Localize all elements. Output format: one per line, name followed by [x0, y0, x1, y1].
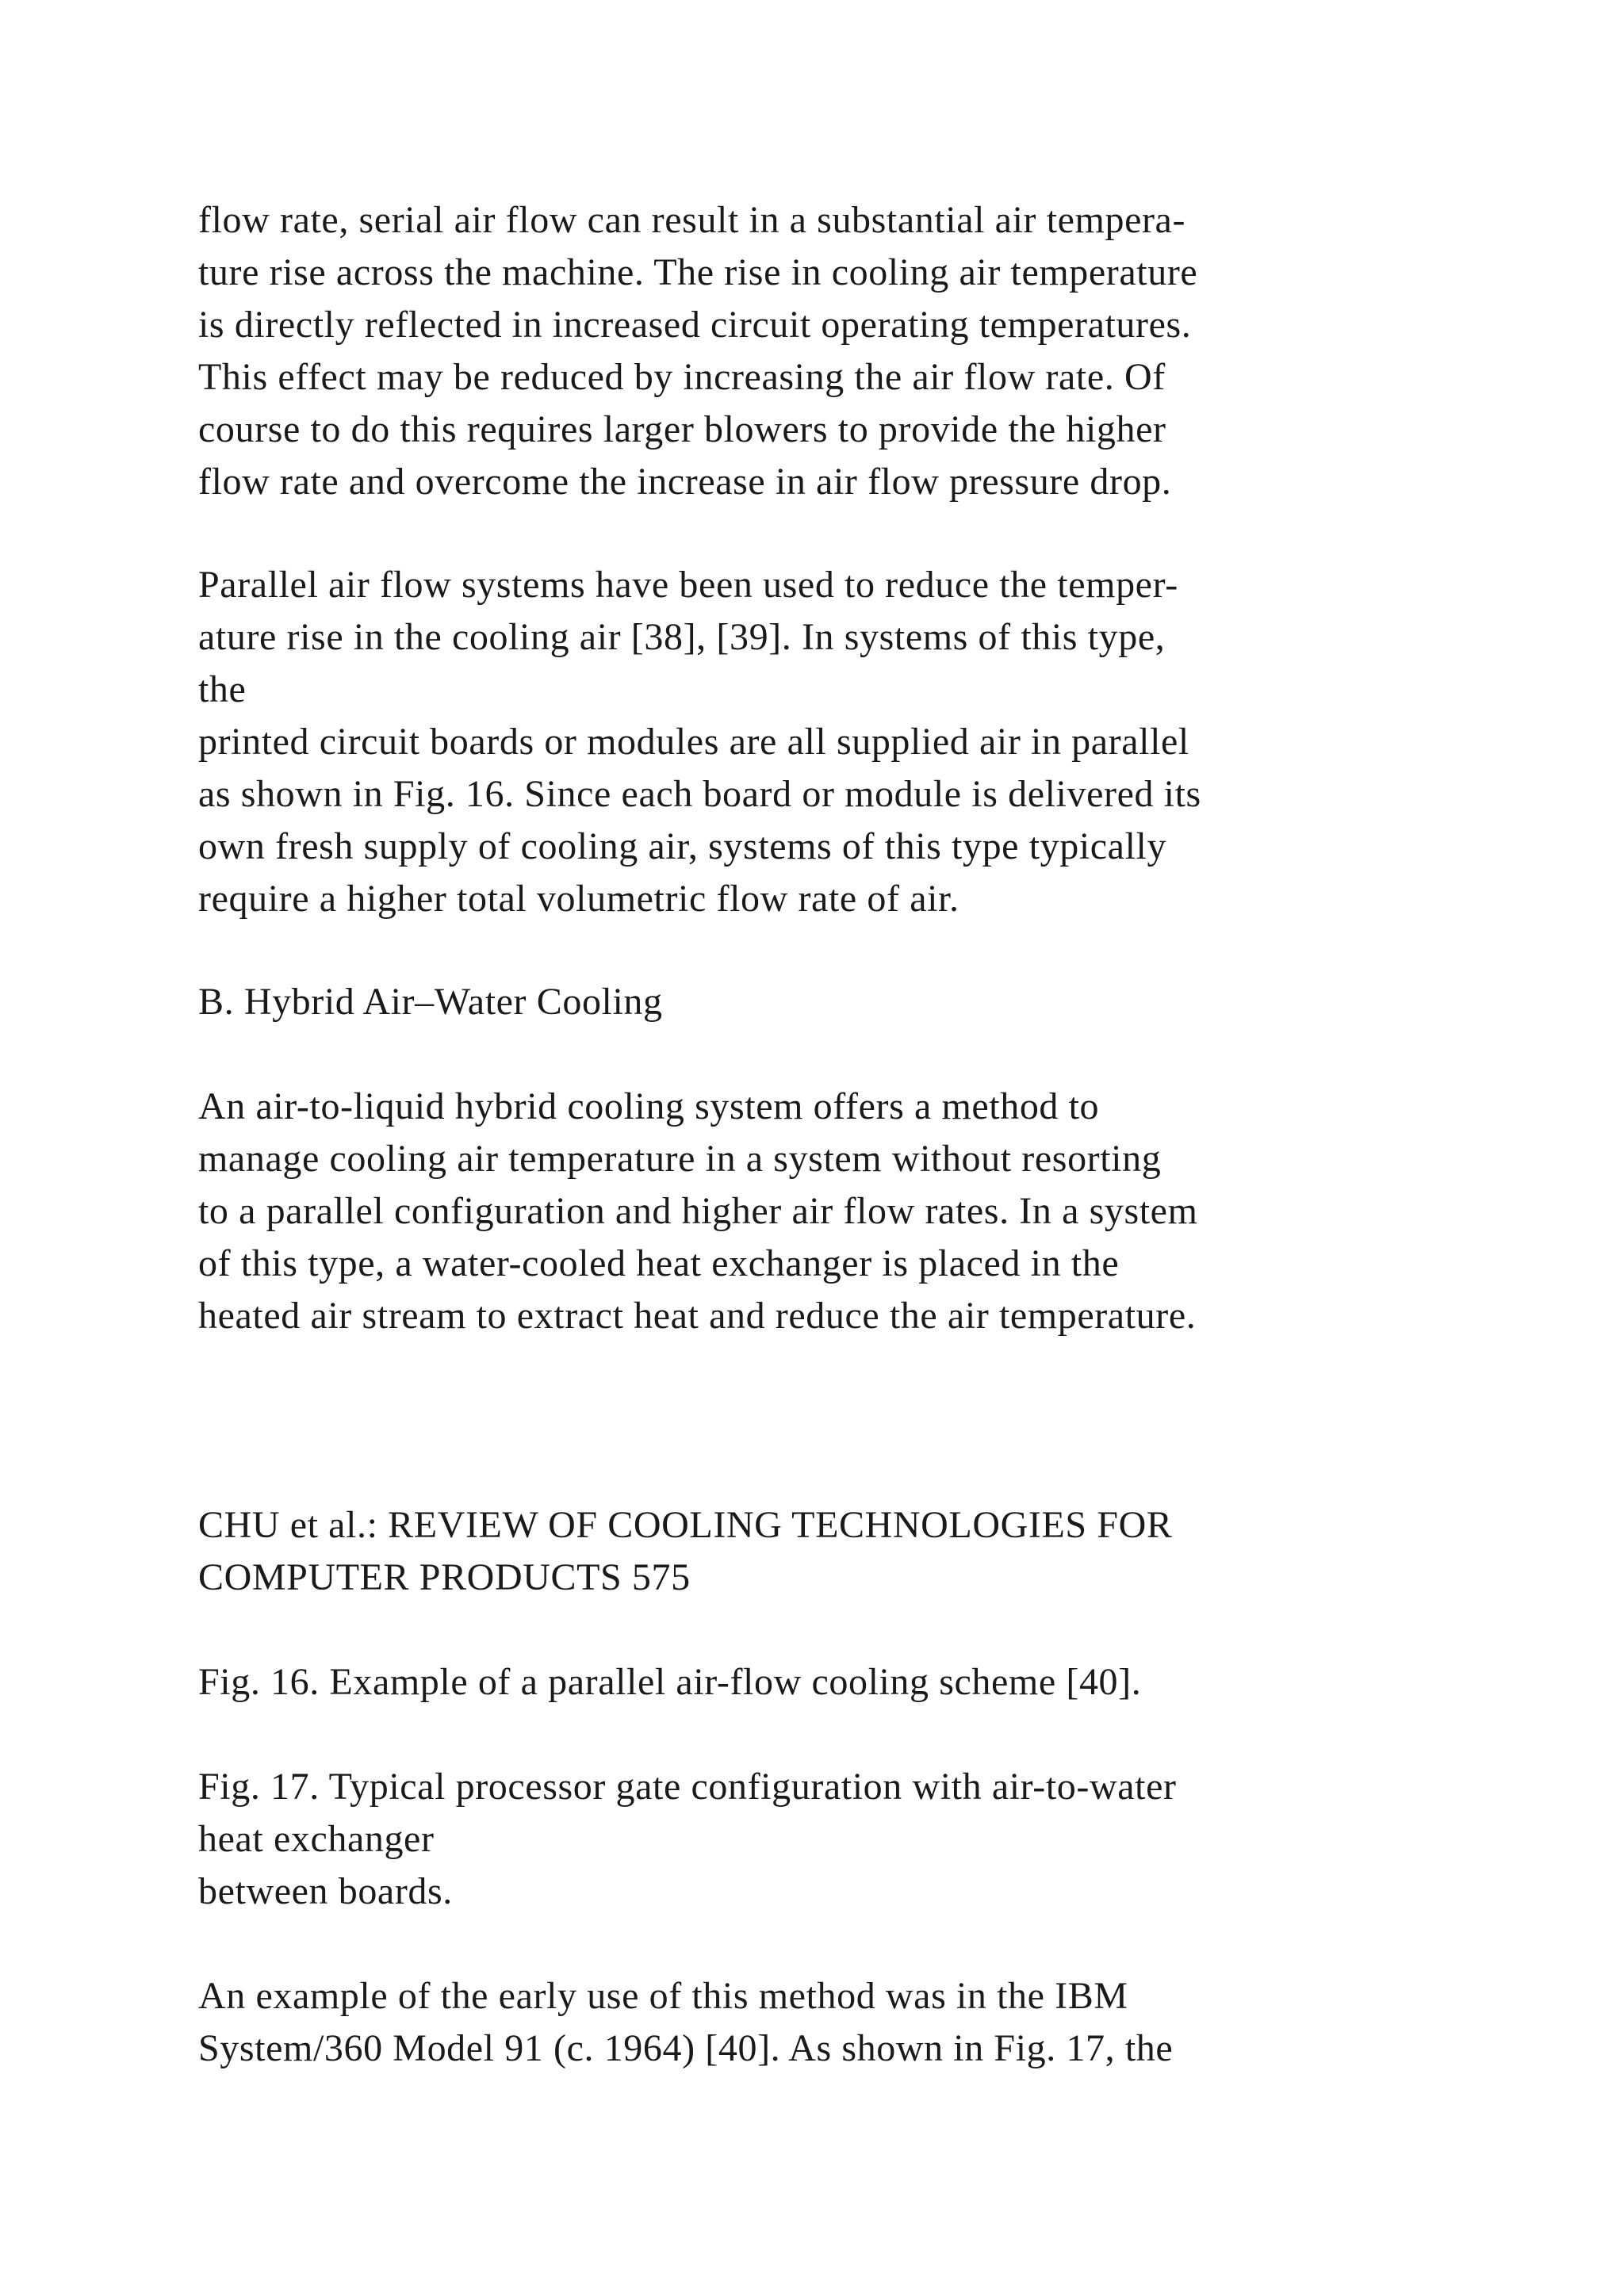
text-line: CHU et al.: REVIEW OF COOLING TECHNOLOGIES FOR: [198, 1504, 1173, 1546]
text-line: An air-to-liquid hybrid cooling system offers a method to: [198, 1085, 1100, 1127]
text-line: flow rate, serial air flow can result in a substantial air tempera-: [198, 199, 1186, 241]
text-line: heat exchanger: [198, 1818, 435, 1860]
text-line: ature rise in the cooling air [38], [39]. In systems of this type,: [198, 616, 1166, 658]
text-line: of this type, a water-cooled heat exchanger is placed in the: [198, 1242, 1120, 1284]
text-line: This effect may be reduced by increasing the air flow rate. Of: [198, 356, 1166, 398]
section-heading: B. Hybrid Air–Water Cooling: [198, 981, 663, 1023]
text-line: COMPUTER PRODUCTS 575: [198, 1556, 691, 1598]
figure-16-caption: Fig. 16. Example of a parallel air-flow cooling scheme [40].: [198, 1661, 1142, 1703]
text-line: Parallel air flow systems have been used to reduce the temper-: [198, 564, 1178, 606]
text-line: course to do this requires larger blowers to provide the higher: [198, 408, 1166, 450]
text-line: flow rate and overcome the increase in air flow pressure drop.: [198, 461, 1172, 503]
text-line: ture rise across the machine. The rise in cooling air temperature: [198, 251, 1198, 293]
text-line: require a higher total volumetric flow rate of air.: [198, 878, 959, 920]
text-line: heated air stream to extract heat and reduce the air temperature.: [198, 1295, 1197, 1337]
text-line: to a parallel configuration and higher air flow rates. In a system: [198, 1190, 1198, 1232]
text-line: Fig. 17. Typical processor gate configuration with air-to-water: [198, 1766, 1177, 1808]
text-line: the: [198, 668, 247, 710]
text-line: An example of the early use of this method was in the IBM: [198, 1975, 1128, 2017]
text-line: manage cooling air temperature in a system without resorting: [198, 1138, 1162, 1180]
text-line: is directly reflected in increased circuit operating temperatures.: [198, 304, 1192, 346]
text-line: between boards.: [198, 1870, 453, 1912]
text-line: printed circuit boards or modules are all supplied air in parallel: [198, 721, 1189, 763]
text-line: System/360 Model 91 (c. 1964) [40]. As shown in Fig. 17, the: [198, 2027, 1174, 2069]
text-line: own fresh supply of cooling air, systems of this type typically: [198, 825, 1167, 867]
text-line: as shown in Fig. 16. Since each board or module is delivered its: [198, 773, 1201, 815]
